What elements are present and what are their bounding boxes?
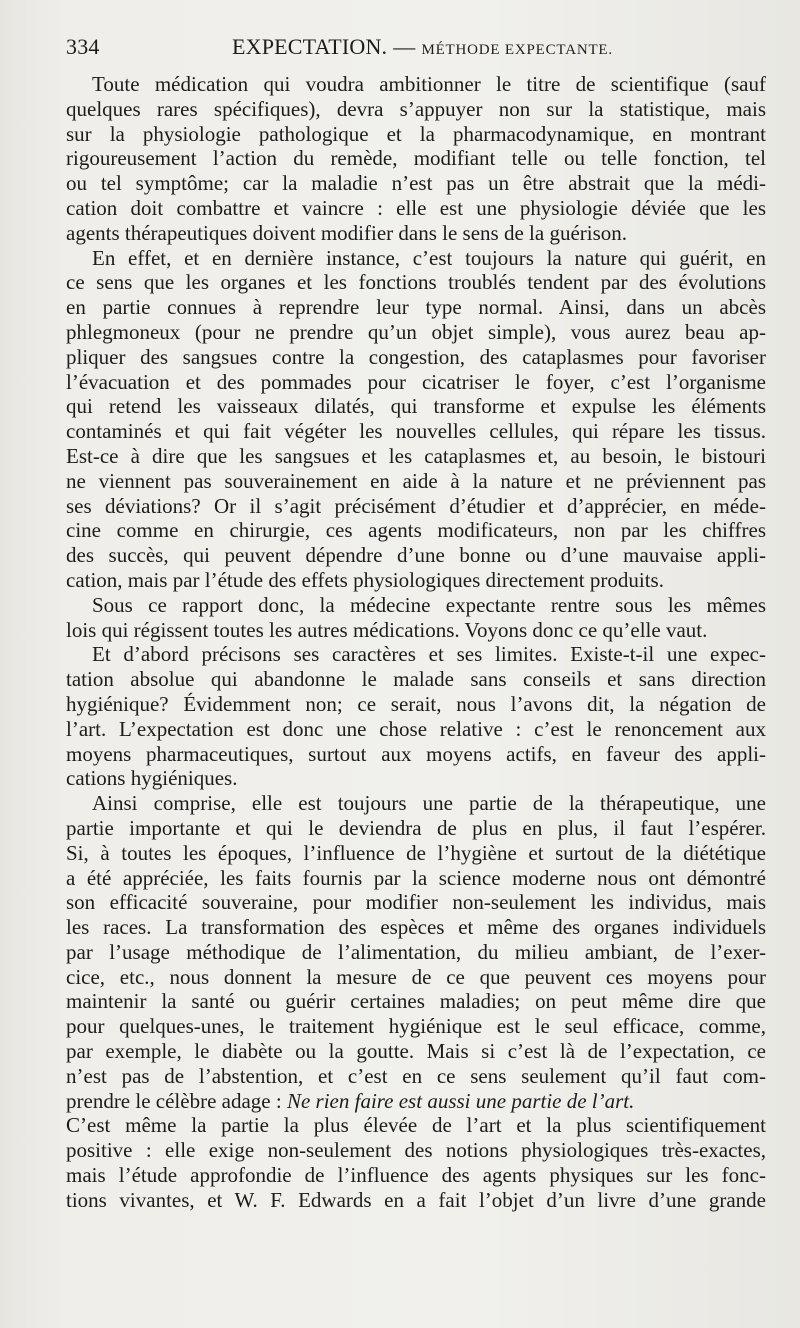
text-line-content: moyens pharmaceutiques, surtout aux moyens actifs, en faveur des appli-	[66, 741, 766, 766]
text-line-content: n’est pas de l’abstention, et c’est en ce sens seulement qu’il faut com-	[66, 1063, 766, 1088]
text-line	[66, 618, 766, 643]
text-line	[66, 642, 766, 667]
text-line	[66, 295, 766, 320]
text-line-content: par exemple, le diabète ou la goutte. Mais si c’est là de l’expectation, ce	[66, 1039, 766, 1064]
text-line	[66, 370, 766, 395]
text-line	[66, 171, 766, 196]
text-line-content: Toute médication qui voudra ambitionner le titre de scientifique (sauf	[92, 72, 766, 96]
text-line-content: Si, à toutes les époques, l’influence de l’hygiène et surtout de la diététique	[66, 840, 766, 865]
text-line	[66, 1163, 766, 1188]
text-line-content: phlegmoneux (pour ne prendre qu’un objet simple), vous aurez beau ap-	[66, 319, 766, 344]
text-line	[66, 866, 766, 891]
text-line-content: Sous ce rapport donc, la médecine expectante rentre sous les mêmes	[92, 592, 766, 617]
text-line	[66, 419, 766, 444]
text-line-content: cine comme en chirurgie, ces agents modificateurs, non par les chiffres	[66, 518, 766, 543]
text-line	[66, 518, 766, 543]
running-title-separator: —	[393, 34, 416, 59]
text-line-content: En effet, et en dernière instance, c’est toujours la nature qui guérit, en	[92, 245, 766, 270]
body-text	[66, 72, 766, 1213]
text-line-content: cice, etc., nous donnent la mesure de ce que peuvent ces moyens pour	[66, 964, 766, 989]
text-line-content: C’est même la partie la plus élevée de l’art et la plus scientifiquement	[66, 1113, 766, 1138]
text-line	[66, 72, 766, 97]
text-line-content: pour quelques-unes, le traitement hygiénique est le seul efficace, comme,	[66, 1014, 766, 1039]
text-line-content: a été appréciée, les faits fournis par la science moderne nous ont démontré	[66, 865, 766, 890]
text-line	[66, 444, 766, 469]
text-line	[66, 593, 766, 618]
text-line-content: son efficacité souveraine, pour modifier non-seulement les individus, mais	[66, 890, 766, 915]
text-line	[66, 469, 766, 494]
text-line-content: quelques rares spécifiques), devra s’appuyer non sur la statistique, mais	[66, 96, 766, 121]
text-line-content: partie importante et qui le deviendra de plus en plus, il faut l’espérer.	[66, 815, 766, 840]
text-line-content: cation doit combattre et vaincre : elle est une physiologie déviée que les	[66, 195, 766, 220]
text-line-content: mais l’étude approfondie de l’influence des agents physiques sur les fonc-	[66, 1163, 766, 1188]
text-line	[66, 1014, 766, 1039]
text-line	[66, 97, 766, 122]
text-line-content: Est-ce à dire que les sangsues et les cataplasmes et, au besoin, le bistouri	[66, 443, 766, 468]
text-line-content: en partie connues à reprendre leur type normal. Ainsi, dans un abcès	[66, 295, 766, 320]
text-line-content: ou tel symptôme; car la maladie n’est pas un être abstrait que la médi-	[66, 171, 766, 196]
text-line	[66, 989, 766, 1014]
text-line	[66, 816, 766, 841]
text-line	[66, 940, 766, 965]
text-line	[66, 717, 766, 742]
text-line-content: contaminés et qui fait végéter les nouvelles cellules, qui répare les tissus.	[66, 419, 766, 444]
text-line	[66, 915, 766, 940]
text-line-content: par l’usage méthodique de l’alimentation, du milieu ambiant, de l’exer-	[66, 939, 766, 964]
italic-quote: Ne rien faire est aussi une partie de l’art.	[286, 1088, 635, 1113]
text-line-content: positive : elle exige non-seulement des notions physiologiques très-exactes,	[66, 1138, 766, 1163]
text-line-content: ce sens que les organes et les fonctions troublés tendent par des évolutions	[66, 270, 766, 295]
text-line-content: les races. La transformation des espèces et même des organes individuels	[66, 915, 766, 940]
running-title	[232, 34, 613, 60]
text-line	[66, 568, 766, 593]
text-line	[66, 146, 766, 171]
text-line	[66, 742, 766, 767]
running-title-main: EXPECTATION.	[232, 34, 388, 59]
text-line-content: cation, mais par l’étude des effets physiologiques directement produits.	[66, 567, 664, 592]
text-line	[66, 122, 766, 147]
text-line	[66, 841, 766, 866]
text-line	[66, 692, 766, 717]
text-line-content: agents thérapeutiques doivent modifier dans le sens de la guérison.	[66, 220, 628, 245]
text-line-content: lois qui régissent toutes les autres médications. Voyons donc ce qu’elle vaut.	[66, 617, 708, 642]
text-line	[66, 394, 766, 419]
text-line	[66, 965, 766, 990]
text-line-content: sur la physiologie pathologique et la pharmacodynamique, en montrant	[66, 121, 766, 146]
text-line	[66, 1138, 766, 1163]
text-line	[66, 890, 766, 915]
running-subtitle: MÉTHODE EXPECTANTE.	[421, 42, 613, 58]
text-line	[66, 196, 766, 221]
text-line	[66, 246, 766, 271]
text-line	[66, 270, 766, 295]
text-line-content: ne viennent pas souverainement en aide à la nature et ne préviennent pas	[66, 468, 766, 493]
text-line-content: des succès, qui peuvent dépendre d’une bonne ou d’une mauvaise appli-	[66, 543, 766, 568]
text-line	[66, 1089, 766, 1114]
text-line-content: l’évacuation et des pommades pour cicatriser le foyer, c’est l’organisme	[66, 369, 766, 394]
text-line	[66, 791, 766, 816]
text-line-content: qui retend les vaisseaux dilatés, qui transforme et expulse les éléments	[66, 394, 766, 419]
text-line-content: tions vivantes, et W. F. Edwards en a fait l’objet d’un livre d’une grande	[66, 1187, 766, 1212]
text-line	[66, 221, 766, 246]
text-line	[66, 1039, 766, 1064]
text-line	[66, 1064, 766, 1089]
text-line-content: pliquer des sangsues contre la congestion, des cataplasmes pour favoriser	[66, 344, 766, 369]
text-line	[66, 667, 766, 692]
text-line-content: rigoureusement l’action du remède, modifiant telle ou telle fonction, tel	[66, 146, 766, 171]
text-line	[66, 494, 766, 519]
text-line-content: l’art. L’expectation est donc une chose relative : c’est le renoncement aux	[66, 716, 766, 741]
text-line	[66, 1113, 766, 1138]
text-line-content: Et d’abord précisons ses caractères et ses limites. Existe-t-il une expec-	[92, 642, 766, 667]
text-line	[66, 345, 766, 370]
text-line-content: hygiénique? Évidemment non; ce serait, nous l’avons dit, la négation de	[66, 691, 766, 716]
page-number: 334	[66, 34, 100, 59]
text-line	[66, 320, 766, 345]
text-line-content: tation absolue qui abandonne le malade sans conseils et sans direction	[66, 667, 766, 692]
text-line	[66, 1188, 766, 1213]
text-line	[66, 766, 766, 791]
text-line-content: prendre le célèbre adage :	[66, 1088, 287, 1113]
page-header	[66, 34, 766, 66]
text-line-content: cations hygiéniques.	[66, 766, 238, 791]
text-line-content: maintenir la santé ou guérir certaines maladies; on peut même dire que	[66, 989, 766, 1014]
text-line-content: ses déviations? Or il s’agit précisément d’étudier et d’apprécier, en méde-	[66, 493, 766, 518]
text-line-content: Ainsi comprise, elle est toujours une partie de la thérapeutique, une	[92, 791, 766, 816]
text-line	[66, 543, 766, 568]
